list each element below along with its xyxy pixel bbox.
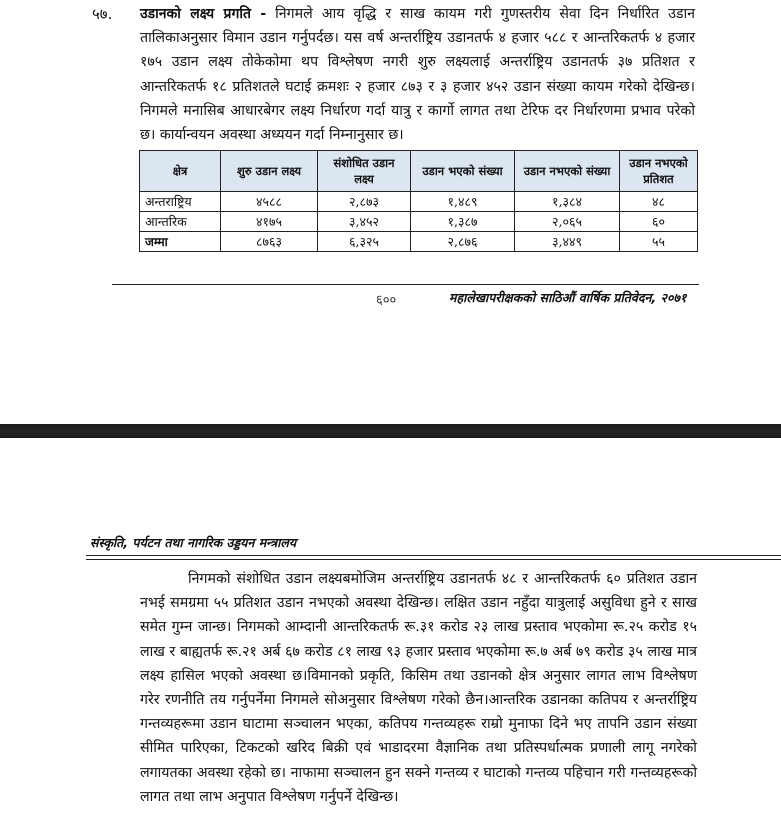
paragraph-heading: उडानको लक्ष्य प्रगति - bbox=[140, 6, 267, 22]
cell-revised-target: २,८७३ bbox=[318, 192, 411, 212]
table-row bbox=[140, 192, 698, 212]
flight-target-table bbox=[139, 150, 698, 252]
footer-divider bbox=[112, 284, 699, 285]
header-double-rule bbox=[86, 555, 781, 560]
cell-revised-target: ६,३२५ bbox=[318, 232, 411, 252]
table-row bbox=[140, 212, 698, 232]
cell-flights-not-operated: २,०६५ bbox=[515, 212, 620, 232]
cell-region: जम्मा bbox=[140, 232, 221, 252]
running-header-ministry: संस्कृति, पर्यटन तथा नागरिक उड्डयन मन्त्रालय bbox=[90, 535, 297, 550]
header-initial-target: शुरु उडान लक्ष्य bbox=[221, 151, 318, 192]
footer-report-title: महालेखापरीक्षकको साठिऔं वार्षिक प्रतिवेदन, २०७१ bbox=[449, 290, 687, 305]
cell-percent-not-operated: ५५ bbox=[620, 232, 698, 252]
cell-flights-operated: १,३८७ bbox=[411, 212, 515, 232]
cell-flights-not-operated: १,३८४ bbox=[515, 192, 620, 212]
header-region: क्षेत्र bbox=[140, 151, 221, 192]
cell-initial-target: ४५८८ bbox=[221, 192, 318, 212]
cell-percent-not-operated: ६० bbox=[620, 212, 698, 232]
header-flights-not-operated: उडान नभएको संख्या bbox=[515, 151, 620, 192]
cell-initial-target: ४१७५ bbox=[221, 212, 318, 232]
cell-percent-not-operated: ४८ bbox=[620, 192, 698, 212]
footer-page-number: ६०० bbox=[376, 293, 397, 308]
cell-flights-operated: १,४८९ bbox=[411, 192, 515, 212]
header-flights-operated: उडान भएको संख्या bbox=[411, 151, 515, 192]
cell-flights-operated: २,८७६ bbox=[411, 232, 515, 252]
header-percent-not-operated: उडान नभएको प्रतिशत bbox=[620, 151, 698, 192]
paragraph-body: निगमले आय वृद्धि र साख कायम गरी गुणस्तरीय सेवा दिन निर्धारित उडान तालिकाअनुसार विमान उडान गर्नुपर्दछ। यस वर्ष अन्तर्राष्ट्रिय उडानतर्फ ४ हजार ५८८ र आन्तरिकतर्फ ४ हजार १७५ उडान लक्ष्य तोकेकोमा थप विश्लेषण नगरी शुरु लक्ष्यलाई अन्तर्राष्ट्रिय उडानतर्फ ३७ प्रतिशत र आन्तरिकतर्फ १८ प्रतिशतले घटाई क्रमशः २ हजार ८७३ र ३ हजार ४५२ उडान संख्या कायम गरेको देखिन्छ। निगमले मनासिब आधारबेगर लक्ष्य निर्धारण गर्दा यात्रु र कार्गो लागत तथा टेरिफ दर निर्धारणमा प्रभाव परेको छ। कार्यान्वयन अवस्था अध्ययन गर्दा निम्नानुसार छ। bbox=[140, 6, 695, 144]
table-row-total bbox=[140, 232, 698, 252]
cell-flights-not-operated: ३,४४९ bbox=[515, 232, 620, 252]
page-separator bbox=[0, 424, 781, 438]
cell-region: आन्तरिक bbox=[140, 212, 221, 232]
cell-revised-target: ३,४५२ bbox=[318, 212, 411, 232]
table-header-row bbox=[140, 151, 698, 192]
cell-initial-target: ८७६३ bbox=[221, 232, 318, 252]
cell-region: अन्तराष्ट्रिय bbox=[140, 192, 221, 212]
paragraph-number: ५७. bbox=[92, 5, 113, 23]
header-revised-target: संशोधित उडान लक्ष्य bbox=[318, 151, 411, 192]
paragraph-flight-target-progress bbox=[140, 2, 695, 147]
paragraph-revised-target-analysis: निगमको संशोधित उडान लक्ष्यबमोजिम अन्तर्राष्ट्रिय उडानतर्फ ४८ र आन्तरिकतर्फ ६० प्रतिशत उडान नभई समग्रमा ५५ प्रतिशत उडान नभएको अवस्था देखिन्छ। लक्षित उडान नहुँदा यात्रुलाई असुविधा हुने र साख समेत गुम्न जान्छ। निगमको आम्दानी आन्तरिकतर्फ रू.३१ करोड २३ लाख प्रस्ताव भएकोमा रू.२५ करोड १५ लाख र बाह्यतर्फ रू.२१ अर्ब ६७ करोड ८१ लाख ९३ हजार प्रस्ताव भएकोमा रू.७ अर्ब ७९ करोड ३५ लाख मात्र लक्ष्य हासिल भएको अवस्था छ।विमानको प्रकृति, किसिम तथा उडानको क्षेत्र अनुसार लागत लाभ विश्लेषण गरेर रणनीति तय गर्नुपर्नेमा निगमले सोअनुसार विश्लेषण गरेको छैन।आन्तरिक उडानका कतिपय र अन्तर्राष्ट्रिय गन्तव्यहरूमा उडान घाटामा सञ्चालन भएका, कतिपय गन्तव्यहरू राम्रो मुनाफा दिने भए तापनि उडान संख्या सीमित पारिएका, टिकटको खरिद बिक्री एवं भाडादरमा वैज्ञानिक तथा प्रतिस्पर्धात्मक प्रणाली लागू नगरेको लगायतका अवस्था रहेको छ। नाफामा सञ्चालन हुन सक्ने गन्तव्य र घाटाको गन्तव्य पहिचान गरी गन्तव्यहरूको लागत तथा लाभ अनुपात विश्लेषण गर्नुपर्ने देखिन्छ। bbox=[140, 571, 697, 805]
document-page-bottom bbox=[0, 438, 781, 830]
